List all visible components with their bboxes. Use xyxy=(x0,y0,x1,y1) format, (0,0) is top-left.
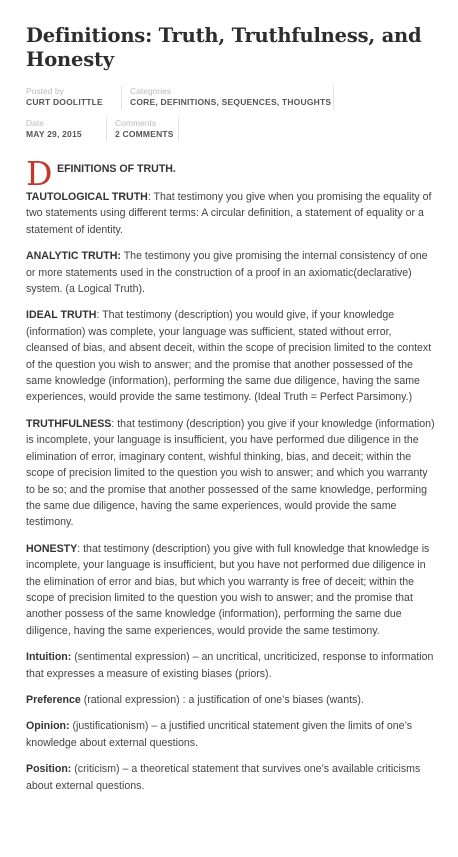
definition-paragraph xyxy=(26,761,436,794)
meta-date xyxy=(26,118,82,140)
definition-term: TAUTOLOGICAL TRUTH xyxy=(26,191,148,203)
definition-text: : That testimony (description) you would give, if your knowledge (information) was complete, your language was sufficient, stated without error, cleansed of bias, and absent deceit, within the scope of precision limited to the context of the question you wish to answer; and the promise that another possessed of the same knowledge (information), performing the same due diligence, having the same experiences, would provide the same testimony. (Ideal Truth = Perfect Parsimony.) xyxy=(26,309,432,404)
post-content xyxy=(26,154,436,804)
definition-term: Opinion: xyxy=(26,720,70,733)
lead-heading xyxy=(26,154,436,193)
meta-divider xyxy=(106,118,107,142)
page-title: Definitions: Truth, Truthfulness, and Honesty xyxy=(26,24,422,71)
date-label: Date xyxy=(26,118,44,128)
definition-paragraph xyxy=(26,692,436,708)
lead-heading-text: EFINITIONS OF TRUTH. xyxy=(57,163,176,175)
drop-cap: D xyxy=(26,154,53,193)
definition-text: (sentimental expression) – an uncritical, uncriticized, response to information that expresses a measure of existing biases (priors). xyxy=(26,651,434,680)
definition-text: (justificationism) – a justified uncritical statement given the limits of one’s knowledge about external questions. xyxy=(26,720,413,749)
comments-link[interactable]: 2 COMMENTS xyxy=(115,129,174,139)
categories-label: Categories xyxy=(130,86,172,96)
definition-paragraph xyxy=(26,416,436,531)
definition-term: ANALYTIC TRUTH: xyxy=(26,250,121,263)
definition-term: HONESTY xyxy=(26,542,78,555)
definition-paragraph xyxy=(26,718,436,751)
definition-paragraph xyxy=(26,649,436,682)
definition-paragraph xyxy=(26,307,436,405)
definition-paragraph xyxy=(26,541,436,639)
author-link[interactable]: CURT DOOLITTLE xyxy=(26,97,103,107)
meta-categories xyxy=(130,86,331,108)
meta-divider xyxy=(121,86,122,110)
post-date: MAY 29, 2015 xyxy=(26,129,82,139)
comments-label: Comments xyxy=(115,118,157,128)
definition-term: Position: xyxy=(26,763,72,776)
definition-text: : that testimony (description) you give if your knowledge (information) is incomplete, your language is insufficient, you have performed due diligence in the elimination of error, imaginary content, wishful thinking, bias, and deceit; within the scope of precision limited to the question you wish to answer; and which you warranty to be so; and the promise that another possessed of the same knowledge, performing the same due diligence, having the same experiences, would provide the same testimony. xyxy=(26,417,435,529)
post-header xyxy=(26,24,436,152)
categories-links[interactable]: CORE, DEFINITIONS, SEQUENCES, THOUGHTS xyxy=(130,97,332,107)
definition-text: : That testimony you give when you promising the equality of two statements using different terms: A circular definition, a statement of equality or a statement of identity. xyxy=(26,191,432,236)
definition-term: Preference xyxy=(26,693,81,706)
definition-term: IDEAL TRUTH xyxy=(26,309,97,322)
meta-posted-by xyxy=(26,86,103,108)
meta-comments xyxy=(115,118,174,140)
definition-paragraph xyxy=(26,189,436,238)
posted-by-label: Posted by xyxy=(26,86,64,96)
definition-paragraph xyxy=(26,248,436,297)
definition-text: (criticism) – a theoretical statement that survives one’s available criticisms about external questions. xyxy=(26,763,421,792)
post-meta xyxy=(26,86,436,152)
definition-text: (rational expression) : a justification of one’s biases (wants). xyxy=(80,693,364,706)
definition-term: TRUTHFULNESS xyxy=(26,417,112,430)
definition-text: The testimony you give promising the internal consistency of one or more statements used in the construction of a proof in an axiomatic(declarative) system. (a Logical Truth). xyxy=(26,250,428,296)
definition-term: Intuition: xyxy=(26,651,72,664)
definition-text: : that testimony (description) you give with full knowledge that knowledge is incomplete, your language is insufficient, but you have not performed due diligence in the elimination of error and bias, but which you warranty is free of deceit; within the scope of precision limited to the question you wish to answer; and the promise that another possess of the same knowledge (information), performing the same due diligence, having the same experiences, would provide the same testimony. xyxy=(26,542,430,637)
meta-divider xyxy=(333,86,334,110)
meta-divider xyxy=(178,118,179,142)
